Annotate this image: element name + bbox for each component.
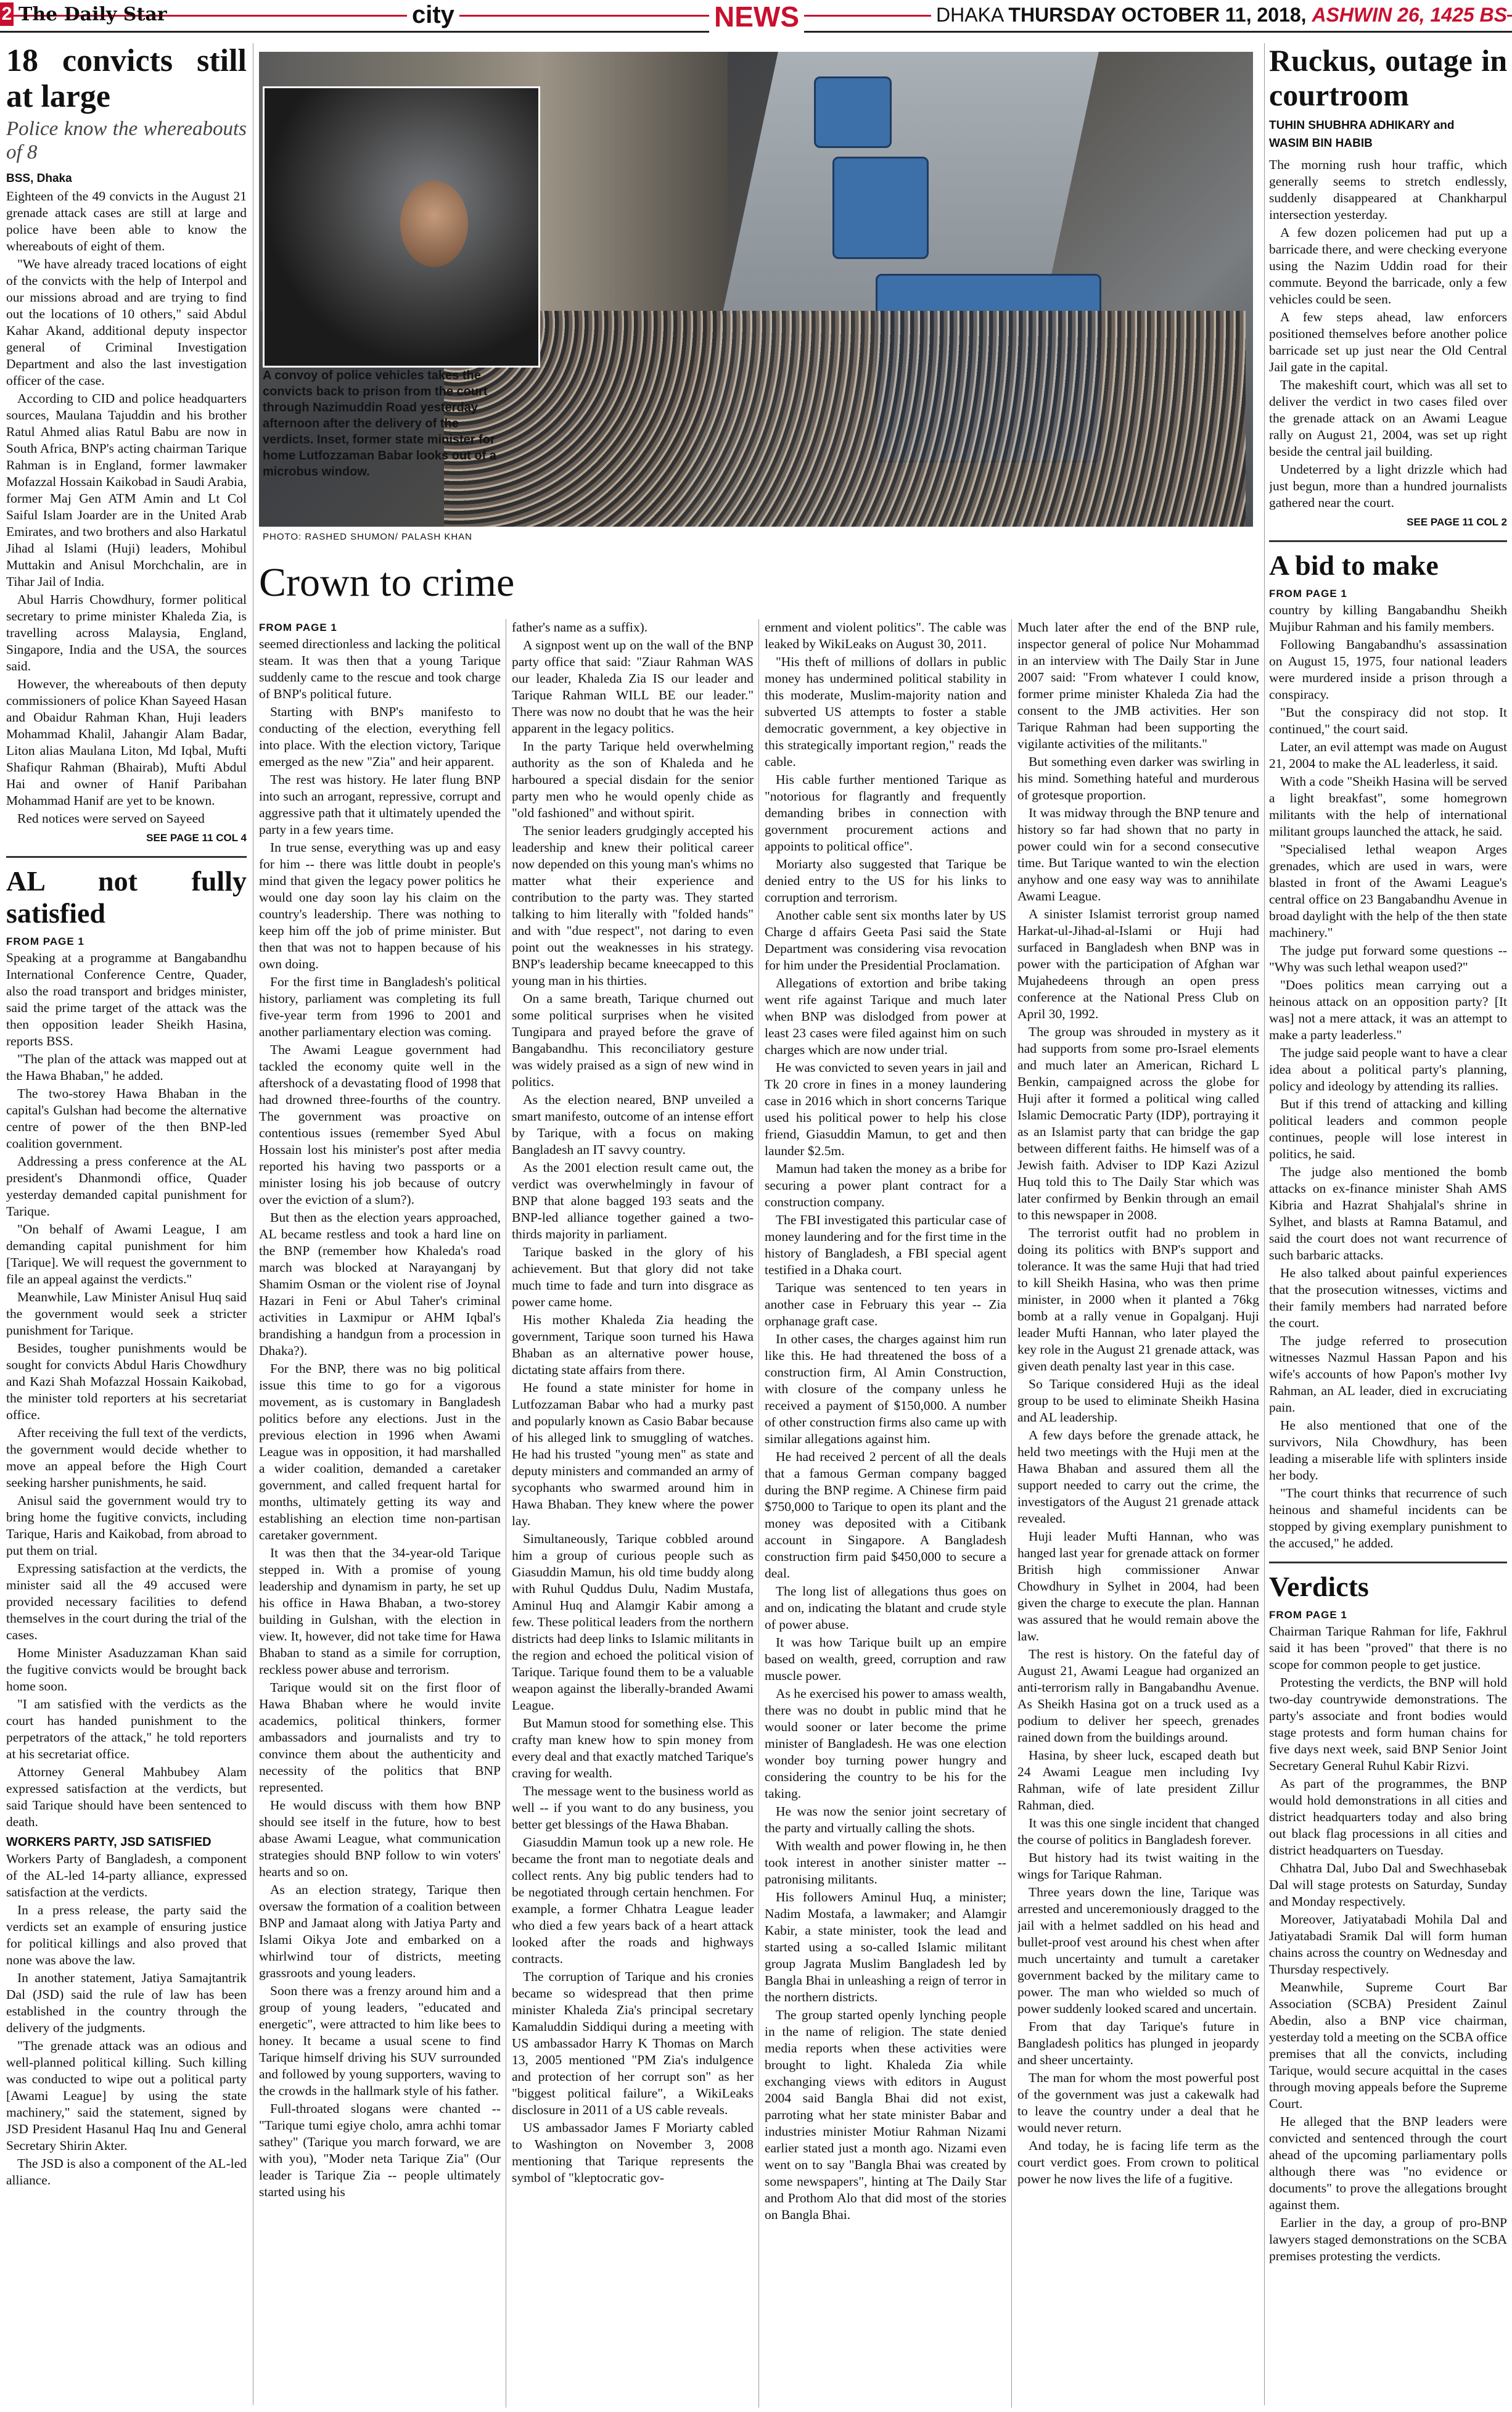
para: Giasuddin Mamun took up a new role. He became the front man to negotiate deals and collect rents. Any big public tenders had to be negotiated through certain henchmen. For example, a former Chhatra League leader who died a few years back of a heart attack looked after the roads and highways contracts. [512, 1835, 754, 1966]
para: The rest was history. He later flung BNP into such an arrogant, repressive, corrupt and aggressive path that it ultimately upended the party in a few years time. [259, 772, 501, 837]
para: For the BNP, there was no big political issue this time to go for a vigorous movement, as is customary in Bangladesh politics before any elections. Just in the previous election in 1996 when Awami League was in opposition, it had marshalled a wider coalition, demanded a caretaker government, and called frequent hartal for months, ultimately getting its way and establishing an election time non-partisan caretaker government. [259, 1361, 501, 1542]
para: In a press release, the party said the verdicts set an example of ensuring justice for political killings and also proved that none was above the law. [6, 1903, 247, 1967]
para: But history had its twist waiting in the wings for Tarique Rahman. [1017, 1850, 1259, 1882]
para: Simultaneously, Tarique cobbled around him a group of curious people such as Giasuddin Mamun, his old time buddy along with Ruhul Quddus Dulu, Nadim Mustafa, Aminul Huq and Alamgir Kabir among a few. These political leaders from the northern districts had deep links to Islamic militants in the region and echoed the political vision of Tarique. Tarique found them to be a valuable weapon against the liberally-branded Awami League. [512, 1531, 754, 1713]
para: In other cases, the charges against him run like this. He had threatened the boss of a construction firm, Al Amin Construction, with closure of the company unless he received a payment of $150,000. A number of other construction firms also came up with similar allegations against him. [765, 1332, 1006, 1446]
para: "On behalf of Awami League, I am demanding capital punishment for him [Tarique]. We will request the government to file an appeal against the verdicts." [6, 1222, 247, 1286]
para: After receiving the full text of the verdicts, the government would decide whether to move an appeal before the High Court seeking harsher punishments, he said. [6, 1425, 247, 1490]
para: He was now the senior joint secretary of the party and virtually calling the shots. [765, 1804, 1006, 1835]
para: As an election strategy, Tarique then oversaw the formation of a coalition between BNP and Jamaat along with Jatiya Party and Islami Oikya Jote and embarked on a whirlwind tour of districts, meeting grassroots and young leaders. [259, 1882, 501, 1980]
divider [1269, 1562, 1507, 1563]
column-rule [758, 619, 759, 2408]
kicker-convicts: Police know the whereabouts of 8 [6, 118, 247, 163]
para: A few days before the grenade attack, he held two meetings with the Huji men at the Hawa Bhaban and assured them all the support needed to carry out the crime, the investigators of the August 21 grenade attack revealed. [1017, 1428, 1259, 1526]
para: Protesting the verdicts, the BNP will hold two-day countrywide demonstrations. The party's associate and front bodies would stage protests and form human chains for five days next week, said BNP Senior Joint Secretary General Ruhul Kabir Rizvi. [1269, 1675, 1507, 1773]
from-page-al: FROM PAGE 1 [6, 936, 84, 947]
headline-verdicts: Verdicts [1269, 1571, 1369, 1602]
para: Huji leader Mufti Hannan, who was hanged last year for grenade attack on former British high commissioner Anwar Chowdhury in Sylhet in 2004, had been given the charge to execute the plan. Hannan was assured that he would remain above the law. [1017, 1529, 1259, 1644]
divider [6, 856, 247, 858]
para: The JSD is also a component of the AL-led alliance. [6, 2156, 247, 2188]
para: Abul Harris Chowdhury, former political secretary to prime minister Khaleda Zia, is travelling across Malaysia, England, Singapore, India and the USA, the sources said. [6, 592, 247, 673]
para: The message went to the business world as well -- if you want to do any business, you better get blessings of the Hawa Bhaban. [512, 1784, 754, 1832]
para: With a code "Sheikh Hasina will be served a light breakfast", some homegrown militants with the help of international militant groups launched the attack, he said. [1269, 774, 1507, 839]
para: However, the whereabouts of then deputy commissioners of police Khan Sayeed Hasan and Obaidur Rahman Khan, Huji leaders Mohammad Khalil, Jahangir Alam Badar, Liton alias Maulana Liton, Md Iqbal, Mufti Shafiqur Rahman (Bhairab), Mufti Abdul Hai and owner of Hanif Paribahan Mohammad Hanif are yet to be known. [6, 677, 247, 808]
photo-bus [832, 157, 929, 259]
para: The two-storey Hawa Bhaban in the capital's Gulshan had become the alternative centre of power of the then BNP-led coalition government. [6, 1086, 247, 1151]
para: The long list of allegations thus goes on and on, indicating the blatant and crude style of power abuse. [765, 1584, 1006, 1632]
dateline [931, 4, 1507, 27]
para: In the party Tarique held overwhelming authority as the son of Khaleda and he harboured a special disdain for the senior party men who he would openly chide as "old fashioned" and without spirit. [512, 739, 754, 820]
para: A signpost went up on the wall of the BNP party office that said: "Ziaur Rahman WAS our leader, Khaleda Zia IS our leader and Tarique Rahman WILL BE our leader." There was now no doubt that he was the heir apparent in the legacy politics. [512, 638, 754, 736]
para: Red notices were served on Sayeed [17, 811, 205, 826]
para: In true sense, everything was up and easy for him -- there was little doubt in people's mind that given the legacy power politics he would one day soon lay his claim on the country's leadership. There was nothing to keep him off the job of prime minister. But then that was not to happen because of his own doing. [259, 840, 501, 971]
photo-caption: A convoy of police vehicles takes the convicts back to prison from the court through Nazimuddin Road yesterday afternoon after the delivery of the verdicts. Inset, former state minister for home Lutfozzaman Babar looks out of a microbus window. [263, 369, 496, 479]
para: He also talked about painful experiences that the prosecution witnesses, victims and their family members had narrated before the court. [1269, 1266, 1507, 1330]
inset-face [400, 181, 468, 267]
para: father's name as a suffix). [512, 620, 648, 635]
masthead-logo: The Daily Star [18, 4, 167, 25]
from-page-crown: FROM PAGE 1 [259, 622, 337, 633]
para: "We have already traced locations of eight of the convicts with the help of Interpol and our missions abroad and are trying to find out the locations of 10 others," said Abdul Kahar Akand, additional deputy inspector general of Criminal Investigation Department and also the last investigation officer of the case. [6, 257, 247, 388]
dateline-date: THURSDAY OCTOBER 11, 2018, [1008, 4, 1307, 26]
headline-ruckus: Ruckus, outage in courtroom [1269, 43, 1507, 112]
para: Tarique basked in the glory of his achievement. But that glory did not take much time to fade and turn into disgrace as power came home. [512, 1245, 754, 1309]
para: Soon there was a frenzy around him and a group of young leaders, "educated and energetic", were attracted to him like bees to honey. It became a usual scene to find Tarique himself driving his SUV surrounded and followed by young supporters, waving to the crowds in the hallmark style of his father. [259, 1983, 501, 2098]
para: His mother Khaleda Zia heading the government, Tarique soon turned his Hawa Bhaban as an alternative power house, dictating state affairs from there. [512, 1312, 754, 1377]
para: But then as the election years approached, AL became restless and took a hard line on the BNP (remember how Khaleda's road march was blocked at Narayanganj by Shamim Osman or the violent rise of Joynal Hazari in Feni or Abul Taher's criminal activities in Laxmipur or AHM Iqbal's brandishing a handgun from a procession in Dhaka?). [259, 1210, 501, 1358]
para: The judge said people want to have a clear idea about a political party's planning, policy and ideology by attending its rallies. [1269, 1045, 1507, 1093]
para: Earlier in the day, a group of pro-BNP lawyers staged demonstrations on the SCBA premises protesting the verdicts. [1269, 2215, 1507, 2263]
para: The judge also mentioned the bomb attacks on ex-finance minister Shah AMS Kibria and Hazrat Shahjalal's shrine in Sylhet, and blasts at Ramna Batamul, and said the court does not want recurrence of such barbaric attacks. [1269, 1164, 1507, 1262]
para: His cable further mentioned Tarique as "notorious for flagrantly and frequently demanding bribes in connection with government procurement actions and appoints to political office". [765, 772, 1006, 854]
para: The senior leaders grudgingly accepted his leadership and knew their political career now depended on this young man's whims no matter what their experience and contribution to the party was. They started talking to him literally with "folded hands" and with "due respect", not daring to even point out the weaknesses in his strategy. BNP's leadership became kneecapped to this young man in his thirties. [512, 823, 754, 988]
para: And today, he is facing life term as the court verdict goes. From crown to political power he now lives the life of a fugitive. [1017, 2138, 1259, 2186]
para: As he exercised his power to amass wealth, there was no doubt in public mind that he would sooner or later become the prime minister of Bangladesh. He was one election wonder boy turning power hungry and considering the country to be his for the taking. [765, 1686, 1006, 1801]
jump-link-convicts[interactable]: SEE PAGE 11 COL 4 [146, 832, 247, 844]
para: Tarique would sit on the first floor of Hawa Bhaban where he would invite academics, political thinkers, former ambassadors and journalists and try to convince them about the authenticity and necessity of the politics that BNP represented. [259, 1680, 501, 1795]
para: It was how Tarique built up an empire based on wealth, greed, corruption and raw muscle power. [765, 1635, 1006, 1683]
para: Full-throated slogans were chanted -- "Tarique tumi egiye cholo, amra achhi tomar sathey" (Tarique you march forward, we are with you), "Moder neta Tarique Zia" (Our leader is Tarique Zia -- people ultimately started using his [259, 2101, 501, 2199]
para: Eighteen of the 49 convicts in the August 21 grenade attack cases are still at large and police have been able to know the whereabouts of eight of them. [6, 189, 247, 253]
para: He also mentioned that one of the survivors, Nila Chowdhury, has been leading a miserable life with splinters inside her body. [1269, 1418, 1507, 1483]
para: Much later after the end of the BNP rule, inspector general of police Nur Mohammad in an interview with The Daily Star in June 2007 said: "From whatever I could know, former prime minister Khaleda Zia had the consent to the JMB activities. Her son Tarique Rahman had been supporting the vigilante activities of the militants." [1017, 620, 1259, 751]
para: Meanwhile, Law Minister Anisul Huq said the government would seek a stricter punishment for Tarique. [6, 1290, 247, 1338]
byline-ruckus-1: TUHIN SHUBHRA ADHIKARY and [1269, 119, 1455, 132]
para: Moriarty also suggested that Tarique be denied entry to the US for his links to corruption and terrorism. [765, 857, 1006, 905]
para: The judge put forward some questions -- "Why was such lethal weapon used?" [1269, 943, 1507, 974]
para: The group started openly lynching people in the name of religion. The state denied media reports when these activities were brought to light. Khaleda Zia while exchanging views with editors in August 2004 said Bangla Bhai did not exist, parroting what her state minister Babar and industries minister Motiur Rahman Nizami earlier stated just a month ago. Nizami even went on to say "Bangla Bhai was created by some newspapers", hinting at The Daily Star and Prothom Alo that did most of the stories on Bangla Bhai. [765, 2007, 1006, 2222]
para: Later, an evil attempt was made on August 21, 2004 to make the AL leaderless, it said. [1269, 739, 1507, 771]
para: Expressing satisfaction at the verdicts, the minister said all the 49 accused were provided necessary facilities to defend themselves in the court during the trial of the cases. [6, 1561, 247, 1642]
dateline-bangla: ASHWIN 26, 1425 BS [1312, 4, 1507, 26]
para: A sinister Islamist terrorist group named Harkat-ul-Jihad-al-Islami or Huji had surfaced in Bangladesh when BNP was in power with the participation of Afghan war Mujahedeens through an open press conference at the National Press Club on April 30, 1992. [1017, 907, 1259, 1021]
page-header [0, 0, 1512, 33]
photo-credit: PHOTO: RASHED SHUMON/ PALASH KHAN [263, 532, 473, 542]
para: With wealth and power flowing in, he then took interest in another sinister matter -- patronising militants. [765, 1838, 1006, 1887]
para: Anisul said the government would try to bring home the fugitive convicts, including Tarique, Haris and Kaikobad, from abroad to put them on trial. [6, 1493, 247, 1558]
para: Hasina, by sheer luck, escaped death but 24 Awami League men including Ivy Rahman, wife of late president Zillur Rahman, died. [1017, 1748, 1259, 1813]
para: His followers Aminul Huq, a minister; Nadim Mostafa, a lawmaker; and Alamgir Kabir, a state minister, took the lead and started using a so-called Islamic militant group Jagrata Muslim Bangladesh led by Bangla Bhai in unleashing a reign of terror in the northern districts. [765, 1890, 1006, 2004]
para: The man for whom the most powerful post of the government was just a cakewalk had to leave the country under a deal that he would never return. [1017, 2070, 1259, 2135]
dateline-city: DHAKA [936, 4, 1003, 26]
para: A few dozen policemen had put up a barricade there, and were checking everyone using the Nazim Uddin road for their commute. Beyond the barricade, only a few vehicles could be seen. [1269, 225, 1507, 307]
para: Chairman Tarique Rahman for life, Fakhrul said it has been "proved" that there is no scope for common people to get justice. [1269, 1624, 1507, 1672]
para: Attorney General Mahbubey Alam expressed satisfaction at the verdicts, but said Tarique should have been sentenced to death. [6, 1764, 247, 1829]
para: He was convicted to seven years in jail and Tk 20 crore in fines in a money laundering case in 2016 which in short concerns Tarique used his political power to help his close friend, Giasuddin Mamun, to get and then launder $2.5m. [765, 1060, 1006, 1158]
para: For the first time in Bangladesh's political history, parliament was completing its full five-year term from 1996 to 2001 and another parliamentary election was coming. [259, 974, 501, 1039]
para: On a same breath, Tarique churned out some political surprises when he visited Tungipara and prayed before the grave of Bangabandhu. This reconciliatory gesture was widely praised as a sign of new wind in politics. [512, 991, 754, 1089]
subhead-workers: WORKERS PARTY, JSD SATISFIED [6, 1835, 212, 1849]
para: Following Bangabandhu's assassination on August 15, 1975, four national leaders were murdered inside a prison through a conspiracy. [1269, 637, 1507, 702]
page-number: 2 [0, 2, 14, 26]
photo-bus [814, 76, 892, 148]
para: Another cable sent six months later by US Charge d affairs Geeta Pasi said the State Department was considering visa revocation for him under the Presidential Proclamation. [765, 908, 1006, 973]
para: The Awami League government had tackled the economy quite well in the aftershock of a devastating flood of 1998 that had drowned three-fourths of the country. The government was proactive on contentious issues (remember Syed Abul Hossain lost his minister's post after media reported his having two passports or a minister losing his job because of outcry over the eviction of a slum?). [259, 1042, 501, 1207]
para: Undeterred by a light drizzle which had just begun, more than a hundred journalists gathered near the court. [1269, 462, 1507, 510]
para: It was this one single incident that changed the course of politics in Bangladesh forever. [1017, 1816, 1259, 1847]
news-label: NEWS [709, 0, 804, 33]
para: Home Minister Asaduzzaman Khan said the fugitive convicts would be brought back home soon. [6, 1645, 247, 1694]
crown-col-4 [1017, 619, 1259, 2408]
right-column [1269, 43, 1507, 2405]
para: Moreover, Jatiyatabadi Mohila Dal and Jatiyatabadi Sramik Dal will form human chains across the country on Wednesday and Thursday respectively. [1269, 1912, 1507, 1977]
para: "The court thinks that recurrence of such heinous and shameful incidents can be stopped by giving exemplary punishment to the accused," he added. [1269, 1486, 1507, 1550]
inset-photo [263, 86, 540, 368]
column-rule [1011, 619, 1012, 2408]
para: As the election neared, BNP unveiled a smart manifesto, outcome of an intense effort by Tarique, with a focus on making Bangladesh an IT savvy country. [512, 1092, 754, 1157]
para: Besides, tougher punishments would be sought for convicts Abdul Haris Chowdhury and Kazi Shah Mofazzal Hossain Kaikobad, the minister told reporters at his secretariat office. [6, 1341, 247, 1422]
headline-convicts: 18 convicts still at large [6, 43, 247, 114]
headline-al: AL not fully satisfied [6, 865, 247, 929]
para: Meanwhile, Supreme Court Bar Association (SCBA) President Zainul Abedin, also a BNP vice chairman, yesterday told a meeting on the SCBA office premises that all the convicts, including Tarique, would secure acquittal in the cases through moving appeals before the Supreme Court. [1269, 1980, 1507, 2111]
para: country by killing Bangabandhu Sheikh Mujibur Rahman and his family members. [1269, 603, 1507, 634]
crown-col-2 [512, 619, 754, 2408]
para: Allegations of extortion and bribe taking went rife against Tarique and much later when BNP was dislodged from power at least 23 cases were filed against him on such charges which are now under trial. [765, 976, 1006, 1057]
para: As part of the programmes, the BNP would hold demonstrations in all cities and district headquarters today and also bring out black flag processions in all cities and district headquarters on Tuesday. [1269, 1776, 1507, 1858]
para: The morning rush hour traffic, which generally seems to stretch endlessly, suddenly disappeared at Chankharpul intersection yesterday. [1269, 157, 1507, 222]
headline-bid: A bid to make [1269, 549, 1439, 581]
column-rule [1264, 43, 1265, 2405]
photo-crowd [444, 311, 1246, 527]
para: The judge referred to prosecution witnesses Nazmul Hassan Papon and his wife's accounts of how Papon's mother Ivy Rahman, an AL leader, died in excruciating pain. [1269, 1333, 1507, 1415]
section-label: city [407, 1, 459, 29]
para: "Does politics mean carrying out a heinous attack on an opposition party? [It was] not a mere attack, it was an attempt to make a party leaderless." [1269, 978, 1507, 1042]
para: Speaking at a programme at Bangabandhu International Conference Centre, Quader, also the road transport and bridges minister, said the prime target of the attack was the then opposition leader Sheikh Hasina, reports BSS. [6, 950, 247, 1048]
para: From that day Tarique's future in Bangladesh politics has plunged in jeopardy and sheer uncertainty. [1017, 2019, 1259, 2067]
para: US ambassador James F Moriarty cabled to Washington on November 3, 2008 mentioning that Tarique represents the symbol of "kleptocratic gov- [512, 2120, 754, 2185]
divider [1269, 540, 1507, 542]
para: According to CID and police headquarters sources, Maulana Tajuddin and his brother Ratul Ahmed alias Ratul Babu are now in South Africa, BNP's acting chairman Tarique Rahman is in England, former lawmaker Mofazzal Hossain Kaikobad in Saudi Arabia, former Maj Gen ATM Amin and Lt Col Saiful Islam Joarder are in the United Arab Emirates, and two brothers and also Harkatul Jihad al Islami (Huji) leaders, Mohibul Muttakin and Anisul Morchchalin, are in Tihar Jail of India. [6, 391, 247, 589]
para: Three years down the line, Tarique was arrested and unceremoniously dragged to the jail with a helmet saddled on his head and bullet-proof vest around his chest when after much uncertainty and tumult a caretaker government backed by the military came to power. The man who wielded so much of power suddenly looked scared and uncertain. [1017, 1885, 1259, 2016]
para: The makeshift court, which was all set to deliver the verdict in two cases filed over the grenade attack on an Awami League rally on August 21, 2004, was set up right beside the central jail building. [1269, 377, 1507, 459]
para: "I am satisfied with the verdicts as the court has handed punishment to the perpetrators of the attack," he told reporters at his secretariat office. [6, 1697, 247, 1761]
para: "Specialised lethal weapon Arges grenades, which are used in wars, were blasted in front of the Awami League's central office on 23 Bangabandhu Avenue in broad daylight with the help of the then state machinery." [1269, 842, 1507, 940]
para: Chhatra Dal, Jubo Dal and Swechhasebak Dal will stage protests on Saturday, Sunday and Monday respectively. [1269, 1861, 1507, 1909]
para: So Tarique considered Huji as the ideal group to be used to eliminate Sheikh Hasina and AL leadership. [1017, 1377, 1259, 1425]
from-page-verdicts: FROM PAGE 1 [1269, 1609, 1347, 1621]
headline-crown: Crown to crime [259, 560, 515, 605]
para: "His theft of millions of dollars in public money has undermined political stability in this moderate, Muslim-majority nation and subverted US attempts to foster a stable democratic government, a key objective in this strategically important region," reads the cable. [765, 654, 1006, 769]
para: The rest is history. On the fateful day of August 21, Awami League had organized an anti-terrorism rally in Bangabandhu Avenue. As Sheikh Hasina got on a truck used as a podium to deliver her speech, grenades rained down from the buildings around. [1017, 1647, 1259, 1745]
para: But Mamun stood for something else. This crafty man knew how to spin money from every deal and that exactly matched Tarique's craving for wealth. [512, 1716, 754, 1780]
story-convicts [6, 43, 247, 2405]
para: ernment and violent politics". The cable was leaked by WikiLeaks on August 30, 2011. [765, 620, 1006, 651]
para: In another statement, Jatiya Samajtantrik Dal (JSD) said the rule of law has been established in the country through the delivery of the judgments. [6, 1970, 247, 2035]
para: It was midway through the BNP tenure and history so far had shown that no party in power could win for a second consecutive time. But Tarique wanted to win the election anyhow and one easy way was to annihilate Awami League. [1017, 805, 1259, 903]
para: The corruption of Tarique and his cronies became so widespread that then prime minister Khaleda Zia's principal secretary Kamaluddin Siddiqui during a meeting with US ambassador Harry K Thomas on March 13, 2005 mentioned "PM Zia's indulgence and protection of her corrupt son" as her "biggest political failure", a WikiLeaks disclosure in 2011 of a US cable reveals. [512, 1969, 754, 2117]
para: "The plan of the attack was mapped out at the Hawa Bhaban," he added. [6, 1052, 247, 1083]
para: Mamun had taken the money as a bribe for securing a power plant contract for a construction company. [765, 1161, 1006, 1209]
para: Workers Party of Bangladesh, a component of the AL-led 14-party alliance, expressed satisfaction at the verdicts. [6, 1851, 247, 1900]
para: As the 2001 election result came out, the verdict was overwhelmingly in favour of BNP that alone bagged 193 seats and the BNP-led alliance together gained a two-thirds majority in parliament. [512, 1160, 754, 1241]
crown-col-3 [765, 619, 1006, 2408]
para: It was then that the 34-year-old Tarique stepped in. With a promise of young leadership and dynamism in party, he set up his office in Hawa Bhaban, a two-storey building in Gulshan, with the election in view. It, however, did not take time for Hawa Bhaban to stand as a simile for corruption, reckless power abuse and terrorism. [259, 1546, 501, 1677]
para: But if this trend of attacking and killing political leaders and common people continues, people will lose interest in politics, he said. [1269, 1097, 1507, 1161]
para: The terrorist outfit had no problem in doing its politics with BNP's support and tolerance. It was the same Huji that had tried to kill Sheikh Hasina, who was then prime minister, in 2000 when it planted a 76kg bomb at a rally venue in Gopalganj. Huji leader Mufti Hannan, who later played the key role in the August 21 grenade attack, was given death penalty last year in this case. [1017, 1225, 1259, 1373]
from-page-bid: FROM PAGE 1 [1269, 588, 1347, 599]
para: He had received 2 percent of all the deals that a famous German company bagged during the BNP regime. A Chinese firm paid $750,000 to Tarique to open its plant and the money was deposited with a Citibank account in Singapore. A Bangladesh construction firm paid $450,000 to secure a deal. [765, 1449, 1006, 1581]
para: Starting with BNP's manifesto to conducting of the election, everything fell into place. With the election victory, Tarique emerged as the new "Zia" and heir apparent. [259, 704, 501, 769]
para: But something even darker was swirling in his mind. Something hateful and murderous of grotesque proportion. [1017, 754, 1259, 802]
para: Tarique was sentenced to ten years in another case in February this year -- Zia orphanage graft case. [765, 1280, 1006, 1328]
para: The FBI investigated this particular case of money laundering and for the first time in the history of Bangladesh, a FBI special agent testified in a Dhaka court. [765, 1212, 1006, 1277]
crown-col-1 [259, 619, 501, 2408]
para: He alleged that the BNP leaders were convicted and sentenced through the court ahead of the upcoming parliamentary polls although there was "no evidence or documents" to prove the allegations brought against them. [1269, 2114, 1507, 2212]
para: "But the conspiracy did not stop. It continued," the court said. [1269, 705, 1507, 736]
para: The group was shrouded in mystery as it had supports from some pro-Israel elements and much later an American, Richard L Benkin, campaigned across the globe for Huji after it formed a political wing called Islamic Democratic Party (IDP), portraying it as an Islamist party that can bridge the gap between different faiths. He himself was of a Jewish faith. Adviser to IDP Kazi Azizul Huq told this to The Daily Star which was later confirmed by Benkin through an email to this newspaper in 2008. [1017, 1024, 1259, 1222]
para: He would discuss with them how BNP should see itself in the future, how to best abase Awami League, what communication strategies should BNP follow to win voters' hearts and so on. [259, 1798, 501, 1879]
para: A few steps ahead, law enforcers positioned themselves before another police barricade set up just near the Old Central Jail gate in the capital. [1269, 310, 1507, 374]
para: seemed directionless and lacking the political steam. It was then that a young Tarique suddenly came to the rescue and took charge of BNP's political future. [259, 636, 501, 701]
byline-convicts: BSS, Dhaka [6, 172, 72, 185]
para: He found a state minister for home in Lutfozzaman Babar who had a murky past and popularly known as Casio Babar because of his alleged link to smuggling of watches. He had his trusted "young men" as state and deputy ministers and commanded an army of sycophants who swarmed around him in Hawa Bhaban. They knew where the power lay. [512, 1380, 754, 1528]
jump-link-ruckus[interactable]: SEE PAGE 11 COL 2 [1407, 516, 1507, 528]
para: "The grenade attack was an odious and well-planned political killing. Such killing was conducted to wipe out a political party [Awami League] by using the state machinery," said the statement, signed by JSD President Hasanul Haq Inu and General Secretary Shirin Akter. [6, 2038, 247, 2153]
para: Addressing a press conference at the AL president's Dhanmondi office, Quader yesterday demanded capital punishment for Tarique. [6, 1154, 247, 1219]
byline-ruckus-2: WASIM BIN HABIB [1269, 137, 1373, 150]
